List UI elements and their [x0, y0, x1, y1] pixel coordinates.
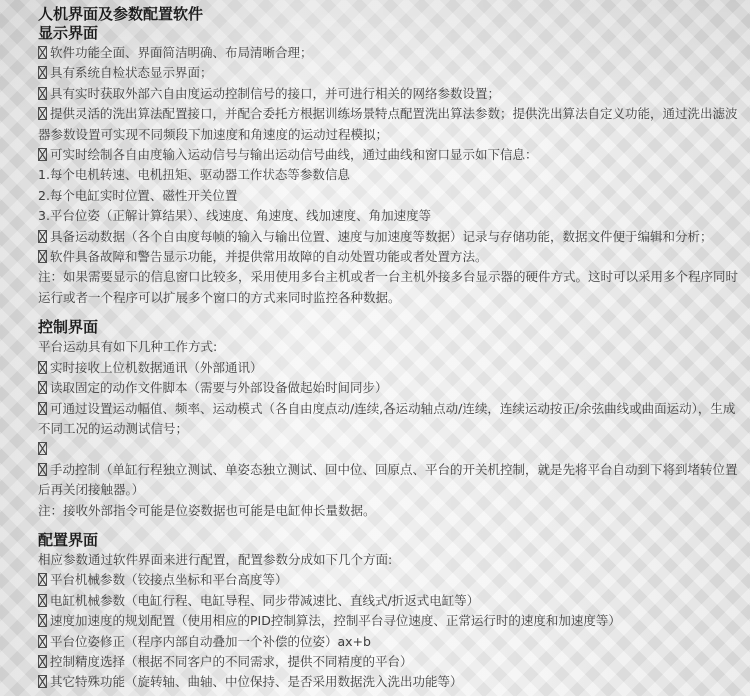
list-item: [38, 84, 738, 104]
list-item: [38, 632, 738, 652]
numbered-sub-item: [38, 186, 738, 206]
list-item-text: 1.每个电机转速、电机扭矩、驱动器工作状态等参数信息: [38, 167, 350, 183]
numbered-sub-item: [38, 165, 738, 185]
checkbox-icon: [38, 635, 47, 648]
list-item: [38, 358, 738, 378]
note-text: [38, 501, 738, 521]
checkbox-icon: [38, 594, 47, 607]
list-item: [38, 570, 738, 590]
list-item-text: 其它特殊功能（旋转轴、曲轴、中位保持、是否采用数据洗入洗出功能等）: [50, 674, 463, 690]
list-item-text: 2.每个电缸实时位置、磁性开关位置: [38, 187, 238, 203]
list-item: [38, 399, 738, 440]
list-item-text: 手动控制（单缸行程独立测试、单姿态独立测试、回中位、回原点、平台的开关机控制，就是先将平台自动到下将到堵转位置后再关闭接触器。）: [38, 461, 738, 498]
checkbox-icon: [38, 655, 47, 668]
list-item: [38, 460, 738, 501]
list-item-text: 注：如果需要显示的信息窗口比较多，采用使用多台主机或者一台主机外接多台显示器的硬件方式。这时可以采用多个程序同时运行或者一个程序可以扩展多个窗口的方式来同时监控各种数据。: [38, 269, 739, 305]
checkbox-icon: [38, 107, 47, 120]
list-item: [38, 43, 738, 63]
list-item: [38, 247, 738, 267]
list-item: [38, 104, 738, 145]
list-item-text: 提供灵活的洗出算法配置接口，并配合委托方根据训练场景特点配置洗出算法参数；提供洗出算法自定义功能，通过洗出滤波器参数设置可实现不同频段下加速度和角速度的运动过程模拟；: [38, 106, 738, 142]
checkbox-icon: [38, 675, 47, 688]
list-item-text: 具备运动数据（各个自由度每帧的输入与输出位置、速度与加速度等数据）记录与存储功能，数据文件便于编辑和分析；: [50, 228, 713, 244]
section-heading-config: 配置界面: [38, 530, 99, 549]
section-display-interface: [38, 24, 738, 308]
intro-text: [38, 337, 738, 357]
checkbox-icon: [38, 148, 47, 161]
list-item-text: 具有实时获取外部六自由度运动控制信号的接口，并可进行相关的网络参数设置；: [50, 85, 501, 101]
list-item-text: 可通过设置运动幅值、频率、运动模式（各自由度点动/连续,各运动轴点动/连续，连续运动按正/余弦曲线或曲面运动），生成不同工况的运动测试信号；: [38, 400, 736, 436]
section-heading-control: 控制界面: [38, 318, 99, 337]
checkbox-icon: [38, 250, 47, 263]
checkbox-icon: [38, 87, 47, 100]
section-heading-display: 显示界面: [38, 24, 99, 42]
list-item-empty: [38, 439, 738, 459]
page-title: 人机界面及参数配置软件: [38, 5, 204, 23]
list-item-text: 电缸机械参数（电缸行程、电缸导程、同步带减速比、直线式/折返式电缸等）: [50, 592, 480, 608]
list-item-text: 读取固定的动作文件脚本（需要与外部设备做起始时间同步）: [50, 380, 388, 396]
list-item-text: 注：接收外部指令可能是位姿数据也可能是电缸伸长量数据。: [38, 502, 376, 518]
note-text: [38, 267, 738, 308]
list-item-text: 软件功能全面、界面简洁明确、布局清晰合理；: [50, 45, 313, 60]
list-item-text: 实时接收上位机数据通讯（外部通讯）: [50, 359, 263, 375]
list-item-text: 平台运动具有如下几种工作方式:: [38, 339, 218, 355]
checkbox-icon: [38, 381, 47, 394]
list-item-text: 速度加速度的规划配置（使用相应的PID控制算法，控制平台寻位速度、正常运行时的速度和加速度等）: [50, 613, 621, 629]
section-config-interface: [38, 531, 738, 693]
list-item: [38, 591, 738, 611]
checkbox-icon: [38, 402, 47, 415]
list-item-text: 具有系统自检状态显示界面；: [50, 65, 213, 81]
checkbox-icon: [38, 442, 47, 455]
checkbox-icon: [38, 46, 47, 59]
checkbox-icon: [38, 573, 47, 586]
list-item-text: 控制精度选择（根据不同客户的不同需求，提供不同精度的平台）: [50, 653, 413, 669]
list-item-text: 软件具备故障和警告显示功能，并提供常用故障的自动处置功能或者处置方法。: [50, 249, 488, 265]
list-item-text: 3.平台位姿（正解计算结果）、线速度、角速度、线加速度、角加速度等: [38, 208, 432, 224]
intro-text: [38, 550, 738, 570]
list-item-text: 平台机械参数（铰接点坐标和平台高度等）: [50, 572, 288, 588]
list-item: [38, 378, 738, 398]
list-item: [38, 611, 738, 631]
list-item: [38, 672, 738, 692]
checkbox-icon: [38, 463, 47, 476]
checkbox-icon: [38, 230, 47, 243]
list-item-text: 相应参数通过软件界面来进行配置，配置参数分成如下几个方面:: [38, 551, 393, 567]
checkbox-icon: [38, 66, 47, 79]
list-item: [38, 227, 738, 247]
list-item: [38, 652, 738, 672]
checkbox-icon: [38, 361, 47, 374]
checkbox-icon: [38, 614, 47, 627]
list-item-text: 可实时绘制各自由度输入运动信号与输出运动信号曲线，通过曲线和窗口显示如下信息：: [50, 147, 538, 163]
numbered-sub-item: [38, 206, 738, 226]
list-item: [38, 145, 738, 165]
list-item-text: 平台位姿修正（程序内部自动叠加一个补偿的位姿）ax+b: [50, 633, 371, 649]
section-control-interface: [38, 318, 738, 521]
list-item: [38, 63, 738, 83]
